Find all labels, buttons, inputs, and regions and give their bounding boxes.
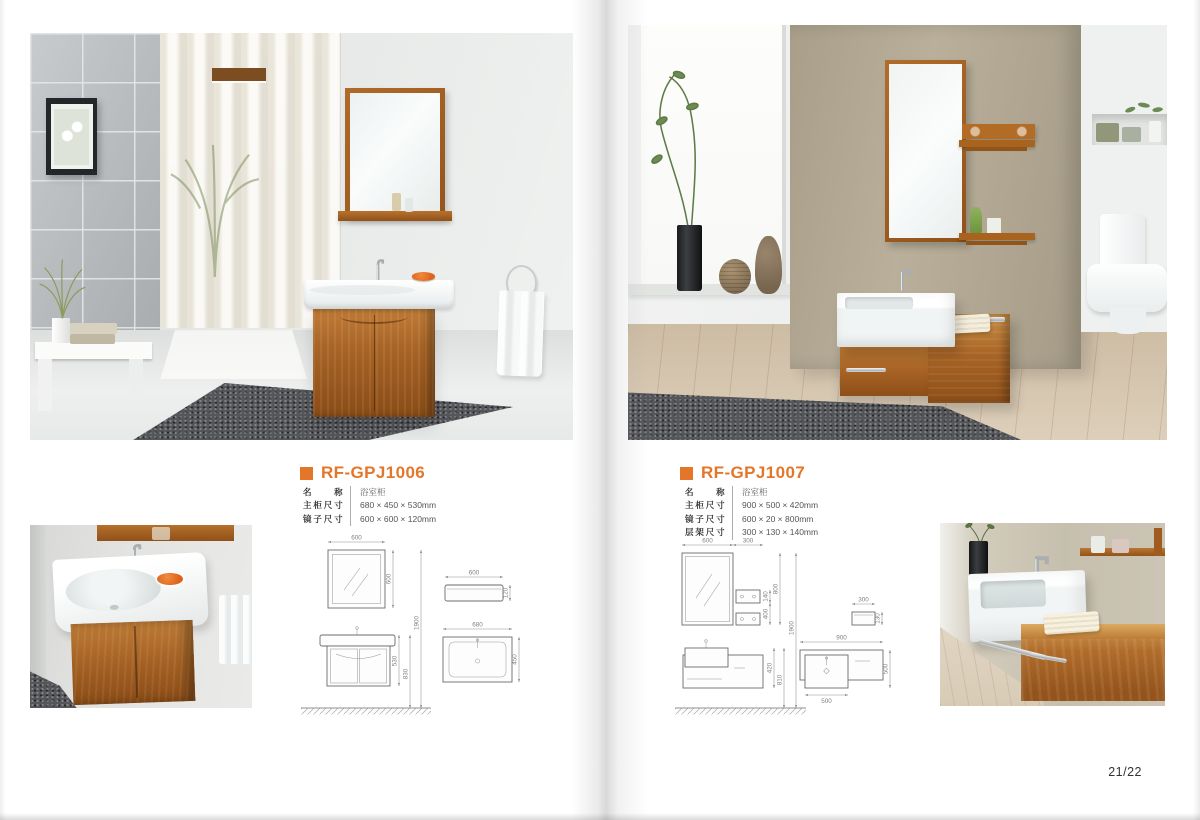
spec-label: 名 称: [685, 487, 725, 497]
spec-value: 680 × 450 × 530mm: [350, 499, 470, 512]
wood-frame-mirror: [885, 60, 966, 243]
flower-artwork: [54, 109, 89, 165]
product-photo-detail-1006: [30, 525, 252, 708]
black-vase: [677, 225, 702, 291]
vanity-drawer: [840, 345, 935, 396]
toilet-bowl: [1087, 264, 1167, 312]
spec-label: 名 称: [303, 487, 343, 497]
wood-wall-shelf: [1080, 528, 1166, 555]
folded-towel: [1096, 123, 1119, 142]
svg-text:500: 500: [821, 698, 832, 705]
green-bottle: [970, 207, 982, 234]
lotion-bottle: [405, 198, 413, 211]
chrome-handle: [1030, 653, 1068, 663]
spec-label: 镜子尺寸: [685, 513, 725, 524]
shelf-side-view: [445, 570, 510, 602]
svg-text:600: 600: [702, 537, 713, 545]
shelf-rail: [966, 147, 1026, 151]
decor-box: [1112, 539, 1129, 552]
cabinet-handle-arc: [340, 309, 408, 324]
spec-row: [685, 486, 852, 499]
page-edge-left: [0, 0, 6, 820]
product-header-1006: [300, 464, 425, 482]
page-edge-right: [1193, 0, 1200, 820]
folded-towels: [68, 323, 117, 343]
svg-text:810: 810: [776, 674, 784, 686]
basin-bowl: [310, 285, 415, 295]
svg-text:530: 530: [391, 655, 399, 667]
spec-label: 主柜尺寸: [303, 500, 343, 511]
faucet: [894, 259, 913, 296]
ground-line: [301, 708, 431, 715]
candle-jar: [1149, 121, 1161, 142]
basin-top-view: [443, 622, 519, 683]
chrome-handle: [846, 368, 886, 372]
wall-picture-frame: [46, 98, 97, 175]
svg-text:300: 300: [858, 596, 869, 604]
lotion-bottle: [392, 193, 401, 211]
white-bench: [35, 342, 152, 411]
svg-text:1900: 1900: [413, 615, 421, 631]
svg-text:900: 900: [836, 634, 847, 642]
faucet: [370, 254, 387, 282]
toilet: [1087, 214, 1167, 334]
spec-value: 浴室柜: [350, 486, 470, 499]
cabinet-door-seam: [134, 626, 138, 698]
basin-bowl: [845, 297, 913, 309]
product-photo-main-1007: [628, 25, 1167, 440]
vine-plant: [633, 50, 719, 249]
svg-text:1900: 1900: [788, 620, 796, 636]
svg-text:300: 300: [742, 537, 754, 545]
window-transom: [212, 68, 266, 82]
towel: [70, 334, 115, 344]
svg-text:800: 800: [772, 583, 780, 595]
hanging-towel: [497, 291, 544, 378]
product-code: RF-GPJ1006: [321, 463, 426, 482]
window-light-patch: [160, 330, 307, 379]
wall-shelf-lower: [959, 233, 1034, 241]
square-vessel-basin: [837, 293, 955, 348]
spec-value: 600 × 600 × 120mm: [350, 513, 470, 526]
orange-square-bullet: [680, 467, 693, 480]
spec-label: 镜子尺寸: [303, 513, 343, 524]
folded-towel: [1122, 127, 1142, 142]
spec-value: 300 × 130 × 140mm: [732, 526, 852, 539]
wall-niche-shelf: [1092, 114, 1167, 145]
palm-plant: [166, 123, 264, 294]
mirror-and-shelves-elevation: [682, 538, 780, 626]
orange-square-bullet: [300, 467, 313, 480]
product-photo-detail-1007: [940, 523, 1165, 706]
bench-top: [35, 342, 152, 359]
product-photo-main-1006: [30, 33, 573, 440]
spec-value: 浴室柜: [732, 486, 852, 499]
spec-row: [685, 513, 852, 526]
mirror-elevation: [328, 535, 393, 609]
product-header-1007: [680, 464, 805, 482]
towel: [68, 323, 117, 334]
vanity-cabinet: [313, 308, 435, 417]
grass-plant: [38, 249, 87, 322]
green-plant-sprigs: [1121, 96, 1167, 119]
round-vase: [719, 259, 751, 294]
spec-table-1006: [303, 486, 470, 526]
vanity-cabinet: [71, 620, 196, 705]
wall-shelf-upper: [959, 140, 1034, 147]
svg-text:600: 600: [468, 569, 480, 577]
vanity-cabinet: [1021, 624, 1165, 701]
svg-text:830: 830: [402, 668, 410, 680]
technical-drawing-1007: [670, 528, 925, 718]
svg-text:500: 500: [882, 663, 890, 675]
mirror-glass: [889, 64, 962, 239]
shelf-backboard: [962, 124, 1035, 139]
catalog-page-right: [600, 0, 1200, 820]
shelf-bracket: [1154, 528, 1162, 555]
svg-text:420: 420: [766, 662, 774, 674]
svg-text:450: 450: [511, 654, 519, 665]
product-code: RF-GPJ1007: [701, 463, 806, 482]
page-number: 21/22: [1108, 765, 1142, 779]
spec-label: 层架尺寸: [685, 527, 725, 538]
spec-row: [303, 513, 470, 526]
orange-soap-dish: [412, 272, 435, 281]
bench-leg: [129, 359, 143, 412]
spec-value: 900 × 500 × 420mm: [732, 499, 852, 512]
svg-text:120: 120: [502, 587, 510, 599]
svg-text:140: 140: [762, 591, 770, 602]
cabinet-top-view: [800, 635, 890, 706]
spec-row: [303, 499, 470, 512]
ceramic-basin: [304, 280, 454, 309]
folded-towel: [1043, 611, 1099, 635]
tall-vase: [755, 236, 782, 294]
spec-label: 主柜尺寸: [685, 500, 725, 511]
glass-item: [152, 527, 170, 540]
white-jar: [987, 218, 1001, 234]
svg-text:130: 130: [874, 613, 882, 624]
bench-leg: [38, 359, 52, 412]
basin-bowl: [980, 580, 1046, 609]
svg-text:600: 600: [351, 534, 362, 542]
svg-text:600: 600: [385, 573, 393, 585]
mirror-shelf: [338, 211, 452, 220]
technical-drawing-1006: [296, 528, 551, 718]
spec-row: [685, 499, 852, 512]
toilet-base: [1110, 308, 1147, 334]
spec-row: [303, 486, 470, 499]
spec-value: 600 × 20 × 800mm: [732, 513, 852, 526]
cabinet-door-seam: [374, 315, 375, 411]
ground-line: [675, 708, 806, 715]
svg-text:680: 680: [472, 621, 483, 629]
page-edge-bottom: [0, 813, 1200, 820]
shelf-side-view: [852, 597, 882, 626]
svg-text:400: 400: [762, 608, 770, 620]
toilet-tank: [1100, 214, 1145, 272]
candle-jar: [1091, 536, 1105, 552]
shelf-rail: [966, 241, 1026, 245]
hanging-towel: [219, 595, 252, 665]
